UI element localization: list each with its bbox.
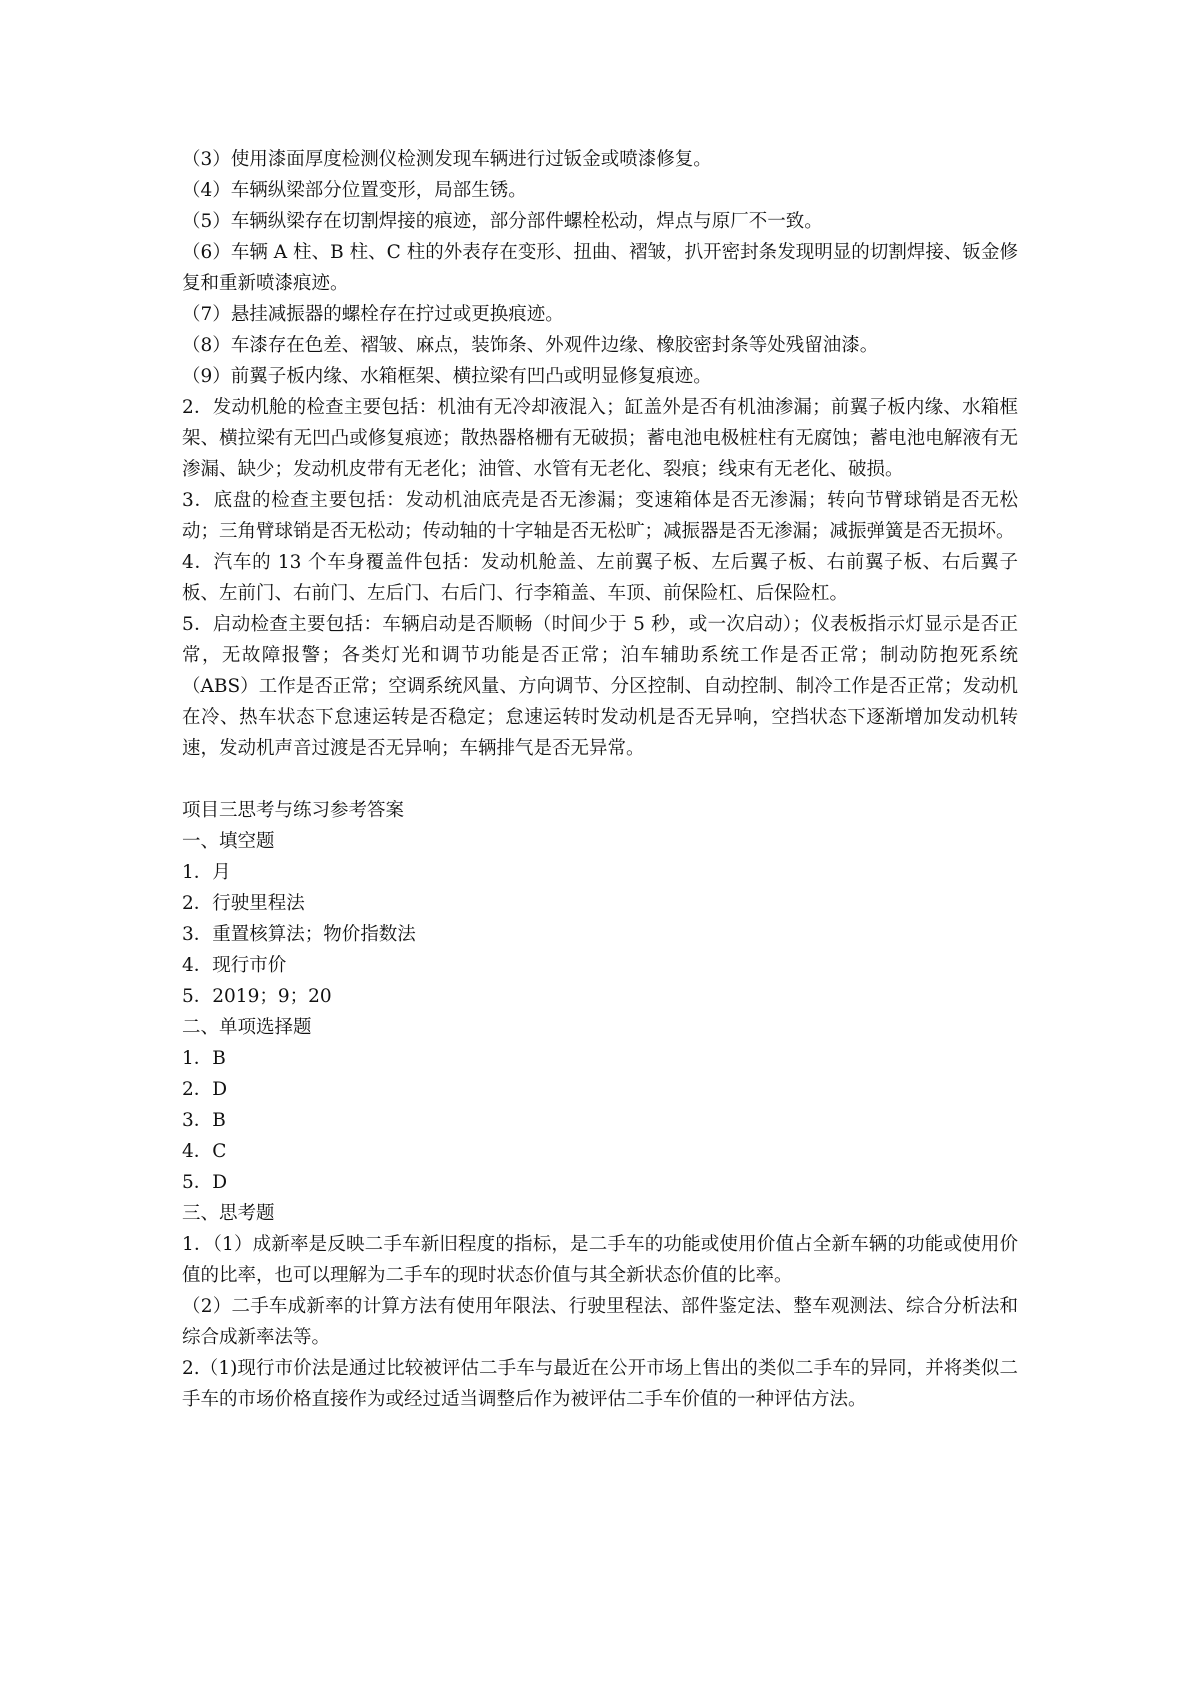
answer-line: 2．行驶里程法 [182, 893, 305, 914]
subsection-heading: 一、填空题 [182, 831, 275, 852]
paragraph: （9）前翼子板内缘、水箱框架、横拉梁有凹凸或明显修复痕迹。 [182, 366, 712, 387]
paragraph: 2.（1)现行市价法是通过比较被评估二手车与最近在公开市场上售出的类似二手车的异同，并将类似二手车的市场价格直接作为或经过适当调整后作为被评估二手车价值的一种评估方法。 [182, 1358, 1018, 1410]
paragraph: 2．发动机舱的检查主要包括：机油有无冷却液混入；缸盖外是否有机油渗漏；前翼子板内缘、水箱框架、横拉梁有无凹凸或修复痕迹；散热器格栅有无破损；蓄电池电极桩柱有无腐蚀；蓄电池电解液有无渗漏、缺少；发动机皮带有无老化；油管、水管有无老化、裂痕；线束有无老化、破损。 [182, 397, 1018, 480]
answer-line: 5．D [182, 1172, 228, 1193]
answer-line: 5．2019；9；20 [182, 986, 332, 1007]
answer-line: 3．B [182, 1110, 226, 1131]
paragraph: （5）车辆纵梁存在切割焊接的痕迹，部分部件螺栓松动，焊点与原厂不一致。 [182, 211, 823, 232]
paragraph: 3．底盘的检查主要包括：发动机油底壳是否无渗漏；变速箱体是否无渗漏；转向节臂球销是否无松动；三角臂球销是否无松动；传动轴的十字轴是否无松旷；减振器是否无渗漏；减振弹簧是否无损坏。 [182, 490, 1018, 542]
document-page [182, 144, 1018, 1415]
subsection-heading: 三、思考题 [182, 1203, 275, 1224]
section-title: 项目三思考与练习参考答案 [182, 800, 405, 821]
answer-line: 4．现行市价 [182, 955, 287, 976]
paragraph: （6）车辆 A 柱、B 柱、C 柱的外表存在变形、扭曲、褶皱，扒开密封条发现明显的切割焊接、钣金修复和重新喷漆痕迹。 [182, 242, 1018, 294]
subsection-heading: 二、单项选择题 [182, 1017, 312, 1038]
paragraph: （3）使用漆面厚度检测仪检测发现车辆进行过钣金或喷漆修复。 [182, 149, 712, 170]
paragraph: （8）车漆存在色差、褶皱、麻点，装饰条、外观件边缘、橡胶密封条等处残留油漆。 [182, 335, 879, 356]
answer-line: 1．月 [182, 862, 231, 883]
paragraph: 5．启动检查主要包括：车辆启动是否顺畅（时间少于 5 秒，或一次启动）；仪表板指示灯显示是否正常，无故障报警；各类灯光和调节功能是否正常；泊车辅助系统工作是否正常；制动防抱死系统（ABS）工作是否正常；空调系统风量、方向调节、分区控制、自动控制、制冷工作是否正常；发动机在冷、热车状态下怠速运转是否稳定；怠速运转时发动机是否无异响，空挡状态下逐渐增加发动机转速，发动机声音过渡是否无异响；车辆排气是否无异常。 [182, 614, 1018, 759]
answer-line: 2．D [182, 1079, 228, 1100]
paragraph: 1．（1）成新率是反映二手车新旧程度的指标，是二手车的功能或使用价值占全新车辆的功能或使用价值的比率，也可以理解为二手车的现时状态价值与其全新状态价值的比率。 [182, 1234, 1018, 1286]
paragraph: 4．汽车的 13 个车身覆盖件包括：发动机舱盖、左前翼子板、左后翼子板、右前翼子板、右后翼子板、左前门、右前门、左后门、右后门、行李箱盖、车顶、前保险杠、后保险杠。 [182, 552, 1018, 604]
paragraph: （7）悬挂减振器的螺栓存在拧过或更换痕迹。 [182, 304, 564, 325]
answer-line: 1．B [182, 1048, 226, 1069]
answer-line: 4．C [182, 1141, 227, 1162]
answer-line: 3．重置核算法；物价指数法 [182, 924, 416, 945]
paragraph: （4）车辆纵梁部分位置变形，局部生锈。 [182, 180, 527, 201]
section-spacer [182, 764, 1018, 795]
paragraph: （2）二手车成新率的计算方法有使用年限法、行驶里程法、部件鉴定法、整车观测法、综合分析法和综合成新率法等。 [182, 1296, 1018, 1348]
